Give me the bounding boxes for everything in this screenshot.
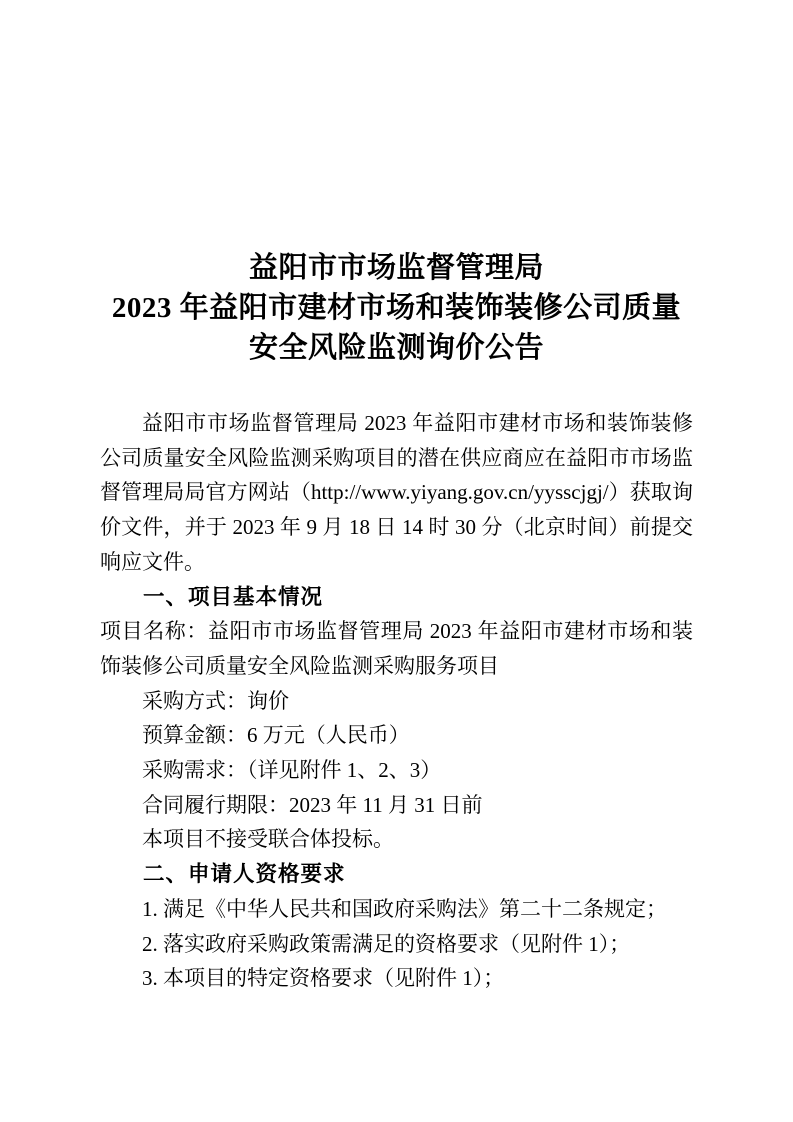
- detail-line-requirements: 采购需求：（详见附件 1、2、3）: [142, 758, 442, 783]
- title-line-1: 益阳市市场监督管理局: [248, 252, 544, 284]
- title-line-2: 2023 年益阳市建材市场和装饰装修公司质量: [111, 292, 682, 324]
- project-name-paragraph: 项目名称：益阳市市场监督管理局 2023 年益阳市建材市场和装饰装修公司质量安全风险监测采购服务项目: [100, 619, 693, 678]
- intro-paragraph: 益阳市市场监督管理局 2023 年益阳市建材市场和装饰装修公司质量安全风险监测采购项目的潜在供应商应在益阳市市场监督管理局局官方网站（http://www.yiyang.gov.cn/yysscjgj/）获取询价文件，并于 2023 年 9 月 18 日 14 时 30 分（北京时间）前提交响应文件。: [100, 411, 693, 574]
- detail-line-procurement-method: 采购方式：询价: [142, 688, 289, 713]
- title-line-3: 安全风险监测询价公告: [248, 332, 544, 364]
- requirement-item-1: 1. 满足《中华人民共和国政府采购法》第二十二条规定；: [142, 896, 667, 921]
- document-body: [100, 406, 693, 996]
- detail-line-contract-period: 合同履行期限：2023 年 11 月 31 日前: [142, 792, 483, 817]
- detail-line-budget: 预算金额：6 万元（人民币）: [142, 723, 410, 748]
- document-title: [0, 248, 793, 368]
- requirement-item-3: 3. 本项目的特定资格要求（见附件 1）；: [142, 966, 505, 991]
- section-1-heading: 一、项目基本情况: [143, 584, 324, 609]
- requirement-item-2: 2. 落实政府采购政策需满足的资格要求（见附件 1）；: [142, 931, 631, 956]
- section-2-heading: 二、申请人资格要求: [143, 862, 346, 887]
- detail-line-no-consortium: 本项目不接受联合体投标。: [142, 827, 394, 852]
